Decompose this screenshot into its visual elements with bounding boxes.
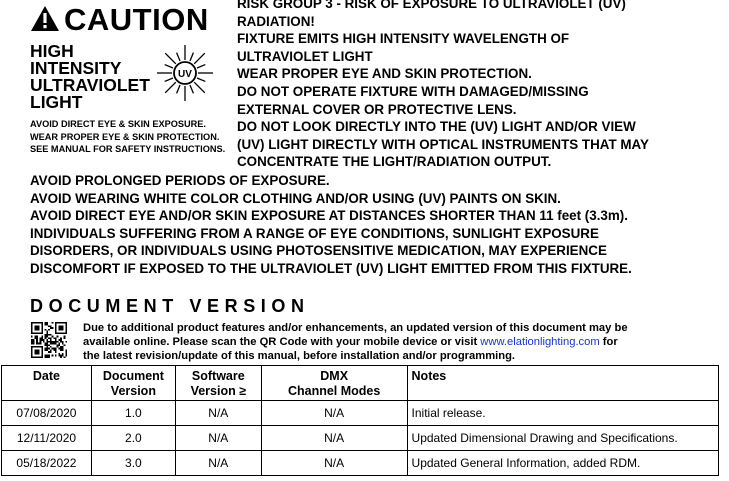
qr-module bbox=[40, 343, 42, 345]
qr-module bbox=[53, 337, 55, 339]
qr-module bbox=[33, 343, 35, 345]
qr-module bbox=[50, 337, 52, 339]
caution-title bbox=[30, 2, 209, 38]
qr-module bbox=[53, 343, 55, 345]
risk-warning-line: (UV) LIGHT DIRECTLY WITH OPTICAL INSTRUMENTS THAT MAY bbox=[237, 136, 649, 152]
header-line: Version bbox=[110, 384, 156, 398]
qr-module bbox=[46, 334, 48, 336]
qr-module bbox=[58, 339, 60, 341]
qr-module bbox=[46, 355, 48, 357]
header-line: Channel Modes bbox=[287, 384, 381, 398]
risk-warning-line: ULTRAVIOLET LIGHT bbox=[237, 48, 373, 64]
qr-module bbox=[45, 356, 47, 358]
cell-document-version: 3.0 bbox=[91, 451, 175, 476]
qr-module bbox=[58, 348, 60, 350]
qr-module bbox=[31, 356, 43, 358]
qr-module bbox=[64, 356, 66, 358]
qr-module bbox=[60, 339, 62, 341]
qr-module bbox=[55, 341, 57, 343]
uv-label-line: LIGHT bbox=[30, 92, 83, 112]
qr-module bbox=[31, 339, 33, 341]
qr-module bbox=[58, 325, 63, 330]
uv-sun-icon bbox=[155, 43, 215, 103]
risk-warning-line: RADIATION! bbox=[237, 13, 315, 29]
qr-module bbox=[62, 348, 64, 350]
qr-module bbox=[46, 324, 48, 326]
table-row bbox=[2, 426, 719, 451]
qr-module bbox=[58, 353, 60, 355]
risk-warning-line: FIXTURE EMITS HIGH INTENSITY WAVELENGTH OF bbox=[237, 31, 570, 47]
qr-module bbox=[48, 348, 50, 350]
qr-module bbox=[65, 341, 67, 343]
sun-ray bbox=[165, 82, 176, 93]
qr-module bbox=[65, 351, 67, 353]
qr-module bbox=[48, 344, 50, 346]
qr-module bbox=[45, 348, 47, 350]
qr-module bbox=[45, 344, 47, 346]
sun-ray bbox=[165, 65, 173, 68]
qr-module bbox=[46, 341, 48, 343]
qr-module bbox=[58, 343, 60, 345]
qr-module bbox=[60, 337, 62, 339]
header-line: Software bbox=[191, 369, 245, 383]
sun-ray bbox=[177, 53, 180, 61]
qr-module bbox=[31, 343, 33, 345]
qr-module bbox=[45, 336, 47, 338]
header-line: Document bbox=[102, 369, 164, 383]
qr-module bbox=[41, 322, 43, 334]
cell-date: 12/11/2020 bbox=[2, 426, 92, 451]
qr-module bbox=[46, 339, 48, 341]
qr-module bbox=[46, 346, 48, 348]
qr-module bbox=[53, 348, 55, 350]
small-warning-line: SEE MANUAL FOR SAFETY INSTRUCTIONS. bbox=[30, 144, 226, 154]
cell-notes: Initial release. bbox=[407, 401, 718, 426]
qr-module bbox=[48, 334, 50, 336]
qr-module bbox=[40, 337, 42, 339]
qr-module bbox=[50, 343, 52, 345]
qr-module bbox=[43, 341, 45, 343]
qr-module bbox=[48, 325, 50, 327]
uv-label-line: HIGH bbox=[30, 41, 74, 61]
qr-module bbox=[52, 343, 54, 345]
exposure-warning-line: AVOID WEARING WHITE COLOR CLOTHING AND/OR USING (UV) PAINTS ON SKIN. bbox=[30, 190, 561, 206]
qr-module bbox=[52, 327, 54, 329]
qr-module bbox=[34, 349, 39, 354]
cell-notes: Updated Dimensional Drawing and Specifications. bbox=[407, 426, 718, 451]
cell-dmx-modes: N/A bbox=[261, 401, 407, 426]
qr-code-icon[interactable] bbox=[31, 322, 67, 358]
qr-module bbox=[45, 343, 47, 345]
qr-module bbox=[50, 339, 52, 341]
risk-warning-line: DO NOT OPERATE FIXTURE WITH DAMAGED/MISSING bbox=[237, 83, 589, 99]
qr-module bbox=[53, 349, 55, 351]
qr-module bbox=[45, 337, 47, 339]
qr-module bbox=[55, 322, 67, 324]
sun-ray bbox=[165, 78, 173, 81]
small-warnings bbox=[30, 118, 235, 156]
exposure-warnings bbox=[30, 172, 720, 278]
header-notes bbox=[407, 366, 718, 401]
sun-ray bbox=[177, 85, 180, 93]
table-row bbox=[2, 451, 719, 476]
qr-module bbox=[62, 346, 64, 348]
qr-module bbox=[64, 336, 66, 338]
exposure-warning-line: DISCOMFORT IF EXPOSED TO THE ULTRAVIOLET (UV) LIGHT EMITTED FROM THIS FIXTURE. bbox=[30, 260, 632, 276]
qr-module bbox=[34, 325, 39, 330]
qr-module bbox=[48, 351, 50, 353]
qr-module bbox=[60, 346, 62, 348]
qr-module bbox=[58, 355, 60, 357]
qr-module bbox=[48, 329, 50, 331]
header-dmx-channel-modes bbox=[261, 366, 407, 401]
uv-sun-label: UV bbox=[178, 69, 192, 80]
version-table bbox=[1, 365, 719, 476]
qr-module bbox=[31, 336, 33, 338]
sun-ray bbox=[194, 53, 205, 64]
qr-module bbox=[64, 337, 66, 339]
table-row bbox=[2, 401, 719, 426]
qr-module bbox=[38, 343, 40, 345]
qr-module bbox=[33, 341, 35, 343]
cell-software-version: N/A bbox=[175, 451, 261, 476]
qr-module bbox=[60, 355, 62, 357]
qr-module bbox=[58, 344, 60, 346]
qr-module bbox=[46, 348, 48, 350]
qr-module bbox=[45, 349, 47, 351]
risk-warning-line: RISK GROUP 3 - RISK OF EXPOSURE TO ULTRAVIOLET (UV) bbox=[237, 0, 626, 11]
doc-text-line bbox=[83, 335, 723, 349]
cell-date: 07/08/2020 bbox=[2, 401, 92, 426]
qr-module bbox=[55, 339, 57, 341]
qr-module bbox=[55, 348, 57, 350]
header-line: Version ≥ bbox=[190, 384, 247, 398]
qr-module bbox=[55, 355, 57, 357]
qr-module bbox=[45, 322, 47, 324]
cell-software-version: N/A bbox=[175, 426, 261, 451]
qr-module bbox=[50, 349, 52, 351]
qr-module bbox=[43, 339, 45, 341]
qr-module bbox=[60, 356, 62, 358]
sun-ray bbox=[165, 53, 176, 64]
cell-notes: Updated General Information, added RDM. bbox=[407, 451, 718, 476]
cell-software-version: N/A bbox=[175, 401, 261, 426]
qr-module bbox=[50, 346, 52, 348]
qr-module bbox=[46, 344, 48, 346]
qr-module bbox=[65, 349, 67, 351]
qr-module bbox=[36, 337, 38, 339]
qr-module bbox=[40, 341, 42, 343]
qr-module bbox=[50, 341, 52, 343]
cell-date: 05/18/2022 bbox=[2, 451, 92, 476]
exposure-warning-line: AVOID PROLONGED PERIODS OF EXPOSURE. bbox=[30, 173, 330, 188]
qr-module bbox=[65, 355, 67, 357]
caution-word: CAUTION bbox=[64, 2, 209, 37]
qr-module bbox=[46, 356, 48, 358]
qr-module bbox=[46, 322, 48, 324]
risk-warnings bbox=[237, 0, 727, 171]
qr-module bbox=[31, 346, 43, 348]
risk-warning-line: DO NOT LOOK DIRECTLY INTO THE (UV) LIGHT AND/OR VIEW bbox=[237, 119, 636, 135]
uv-label-line: ULTRAVIOLET bbox=[30, 75, 150, 95]
qr-module bbox=[48, 337, 50, 339]
cell-document-version: 1.0 bbox=[91, 401, 175, 426]
qr-module bbox=[55, 332, 67, 334]
qr-module bbox=[46, 343, 48, 345]
doc-text-line: the latest revision/update of this manual, before installation and/or programming. bbox=[83, 350, 516, 362]
doc-text-segment: available online. Please scan the QR Code with your mobile device or visit bbox=[83, 336, 481, 348]
qr-module bbox=[60, 349, 62, 351]
doc-text-segment: for bbox=[599, 336, 618, 348]
risk-warning-line: WEAR PROPER EYE AND SKIN PROTECTION. bbox=[237, 66, 532, 82]
qr-module bbox=[62, 349, 64, 351]
qr-module bbox=[46, 332, 48, 334]
header-line: Date bbox=[32, 369, 60, 383]
sun-ray bbox=[197, 78, 205, 81]
qr-module bbox=[57, 336, 59, 338]
qr-module bbox=[31, 322, 33, 334]
qr-module bbox=[55, 349, 57, 351]
qr-module bbox=[31, 322, 43, 324]
qr-module bbox=[45, 355, 47, 357]
qr-module bbox=[64, 344, 66, 346]
qr-module bbox=[33, 339, 35, 341]
qr-module bbox=[50, 327, 52, 329]
qr-module bbox=[55, 351, 57, 353]
qr-module bbox=[31, 346, 33, 358]
exposure-warning-line: INDIVIDUALS SUFFERING FROM A RANGE OF EYE CONDITIONS, SUNLIGHT EXPOSURE bbox=[30, 225, 599, 241]
sun-ray bbox=[190, 53, 193, 61]
uv-label-line: INTENSITY bbox=[30, 58, 122, 78]
qr-module bbox=[62, 343, 64, 345]
header-line: DMX bbox=[320, 369, 349, 383]
qr-module bbox=[55, 343, 57, 345]
cell-dmx-modes: N/A bbox=[261, 426, 407, 451]
qr-module bbox=[52, 336, 54, 338]
qr-module bbox=[41, 336, 43, 338]
qr-module bbox=[48, 355, 50, 357]
header-document-version bbox=[91, 366, 175, 401]
qr-module bbox=[62, 353, 64, 355]
qr-module bbox=[41, 346, 43, 358]
qr-module bbox=[60, 348, 62, 350]
qr-module bbox=[62, 355, 64, 357]
qr-module bbox=[48, 356, 50, 358]
table-header-row bbox=[2, 366, 719, 401]
qr-module bbox=[40, 339, 42, 341]
qr-module bbox=[55, 337, 57, 339]
cell-document-version: 2.0 bbox=[91, 426, 175, 451]
sun-ray bbox=[197, 65, 205, 68]
qr-module bbox=[50, 351, 52, 353]
qr-module bbox=[45, 324, 47, 326]
qr-module bbox=[52, 322, 54, 324]
sun-ray bbox=[194, 82, 205, 93]
qr-module bbox=[45, 334, 47, 336]
qr-module bbox=[36, 341, 38, 343]
qr-module bbox=[57, 346, 59, 348]
sun-ray bbox=[190, 85, 193, 93]
qr-module bbox=[65, 353, 67, 355]
qr-module bbox=[50, 334, 52, 336]
qr-module bbox=[57, 341, 59, 343]
qr-module bbox=[41, 337, 43, 339]
qr-module bbox=[36, 343, 38, 345]
qr-module bbox=[46, 336, 48, 338]
header-software-version bbox=[175, 366, 261, 401]
qr-module bbox=[31, 332, 43, 334]
qr-module bbox=[41, 339, 43, 341]
doc-text-line: Due to additional product features and/or enhancements, an updated version of this document may be bbox=[83, 322, 628, 334]
elation-website-link[interactable]: www.elationlighting.com bbox=[480, 336, 600, 348]
uv-label bbox=[30, 43, 160, 111]
cell-dmx-modes: N/A bbox=[261, 451, 407, 476]
qr-module bbox=[52, 348, 54, 350]
qr-module bbox=[53, 341, 55, 343]
qr-module bbox=[55, 322, 57, 334]
qr-module bbox=[46, 349, 48, 351]
qr-module bbox=[57, 344, 59, 346]
qr-module bbox=[52, 355, 54, 357]
qr-module bbox=[31, 341, 33, 343]
qr-module bbox=[45, 329, 47, 331]
exposure-warning-line: AVOID DIRECT EYE AND/OR SKIN EXPOSURE AT DISTANCES SHORTER THAN 11 feet (3.3m). bbox=[30, 208, 628, 224]
qr-module bbox=[36, 336, 38, 338]
qr-module bbox=[46, 331, 48, 333]
qr-module bbox=[48, 341, 50, 343]
header-date bbox=[2, 366, 92, 401]
qr-module bbox=[62, 341, 64, 343]
document-version-text bbox=[83, 321, 723, 363]
risk-warning-line: EXTERNAL COVER OR PROTECTIVE LENS. bbox=[237, 101, 517, 117]
small-warning-line: WEAR PROPER EYE & SKIN PROTECTION. bbox=[30, 131, 220, 142]
qr-module bbox=[34, 336, 36, 338]
header-line: Notes bbox=[411, 369, 447, 383]
warning-triangle-icon bbox=[30, 5, 60, 32]
qr-module bbox=[50, 325, 52, 327]
qr-module bbox=[36, 339, 38, 341]
qr-module bbox=[52, 341, 54, 343]
qr-module bbox=[34, 337, 36, 339]
qr-module bbox=[65, 322, 67, 334]
document-version-heading: DOCUMENT VERSION bbox=[30, 296, 310, 316]
qr-module bbox=[60, 341, 62, 343]
risk-warning-line: CONCENTRATE THE LIGHT/RADIATION OUTPUT. bbox=[237, 154, 552, 170]
small-warning-line: AVOID DIRECT EYE & SKIN EXPOSURE. bbox=[30, 119, 206, 129]
exposure-warning-line: DISORDERS, OR INDIVIDUALS USING PHOTOSENSITIVE MEDICATION, MAY EXPERIENCE bbox=[30, 243, 607, 259]
